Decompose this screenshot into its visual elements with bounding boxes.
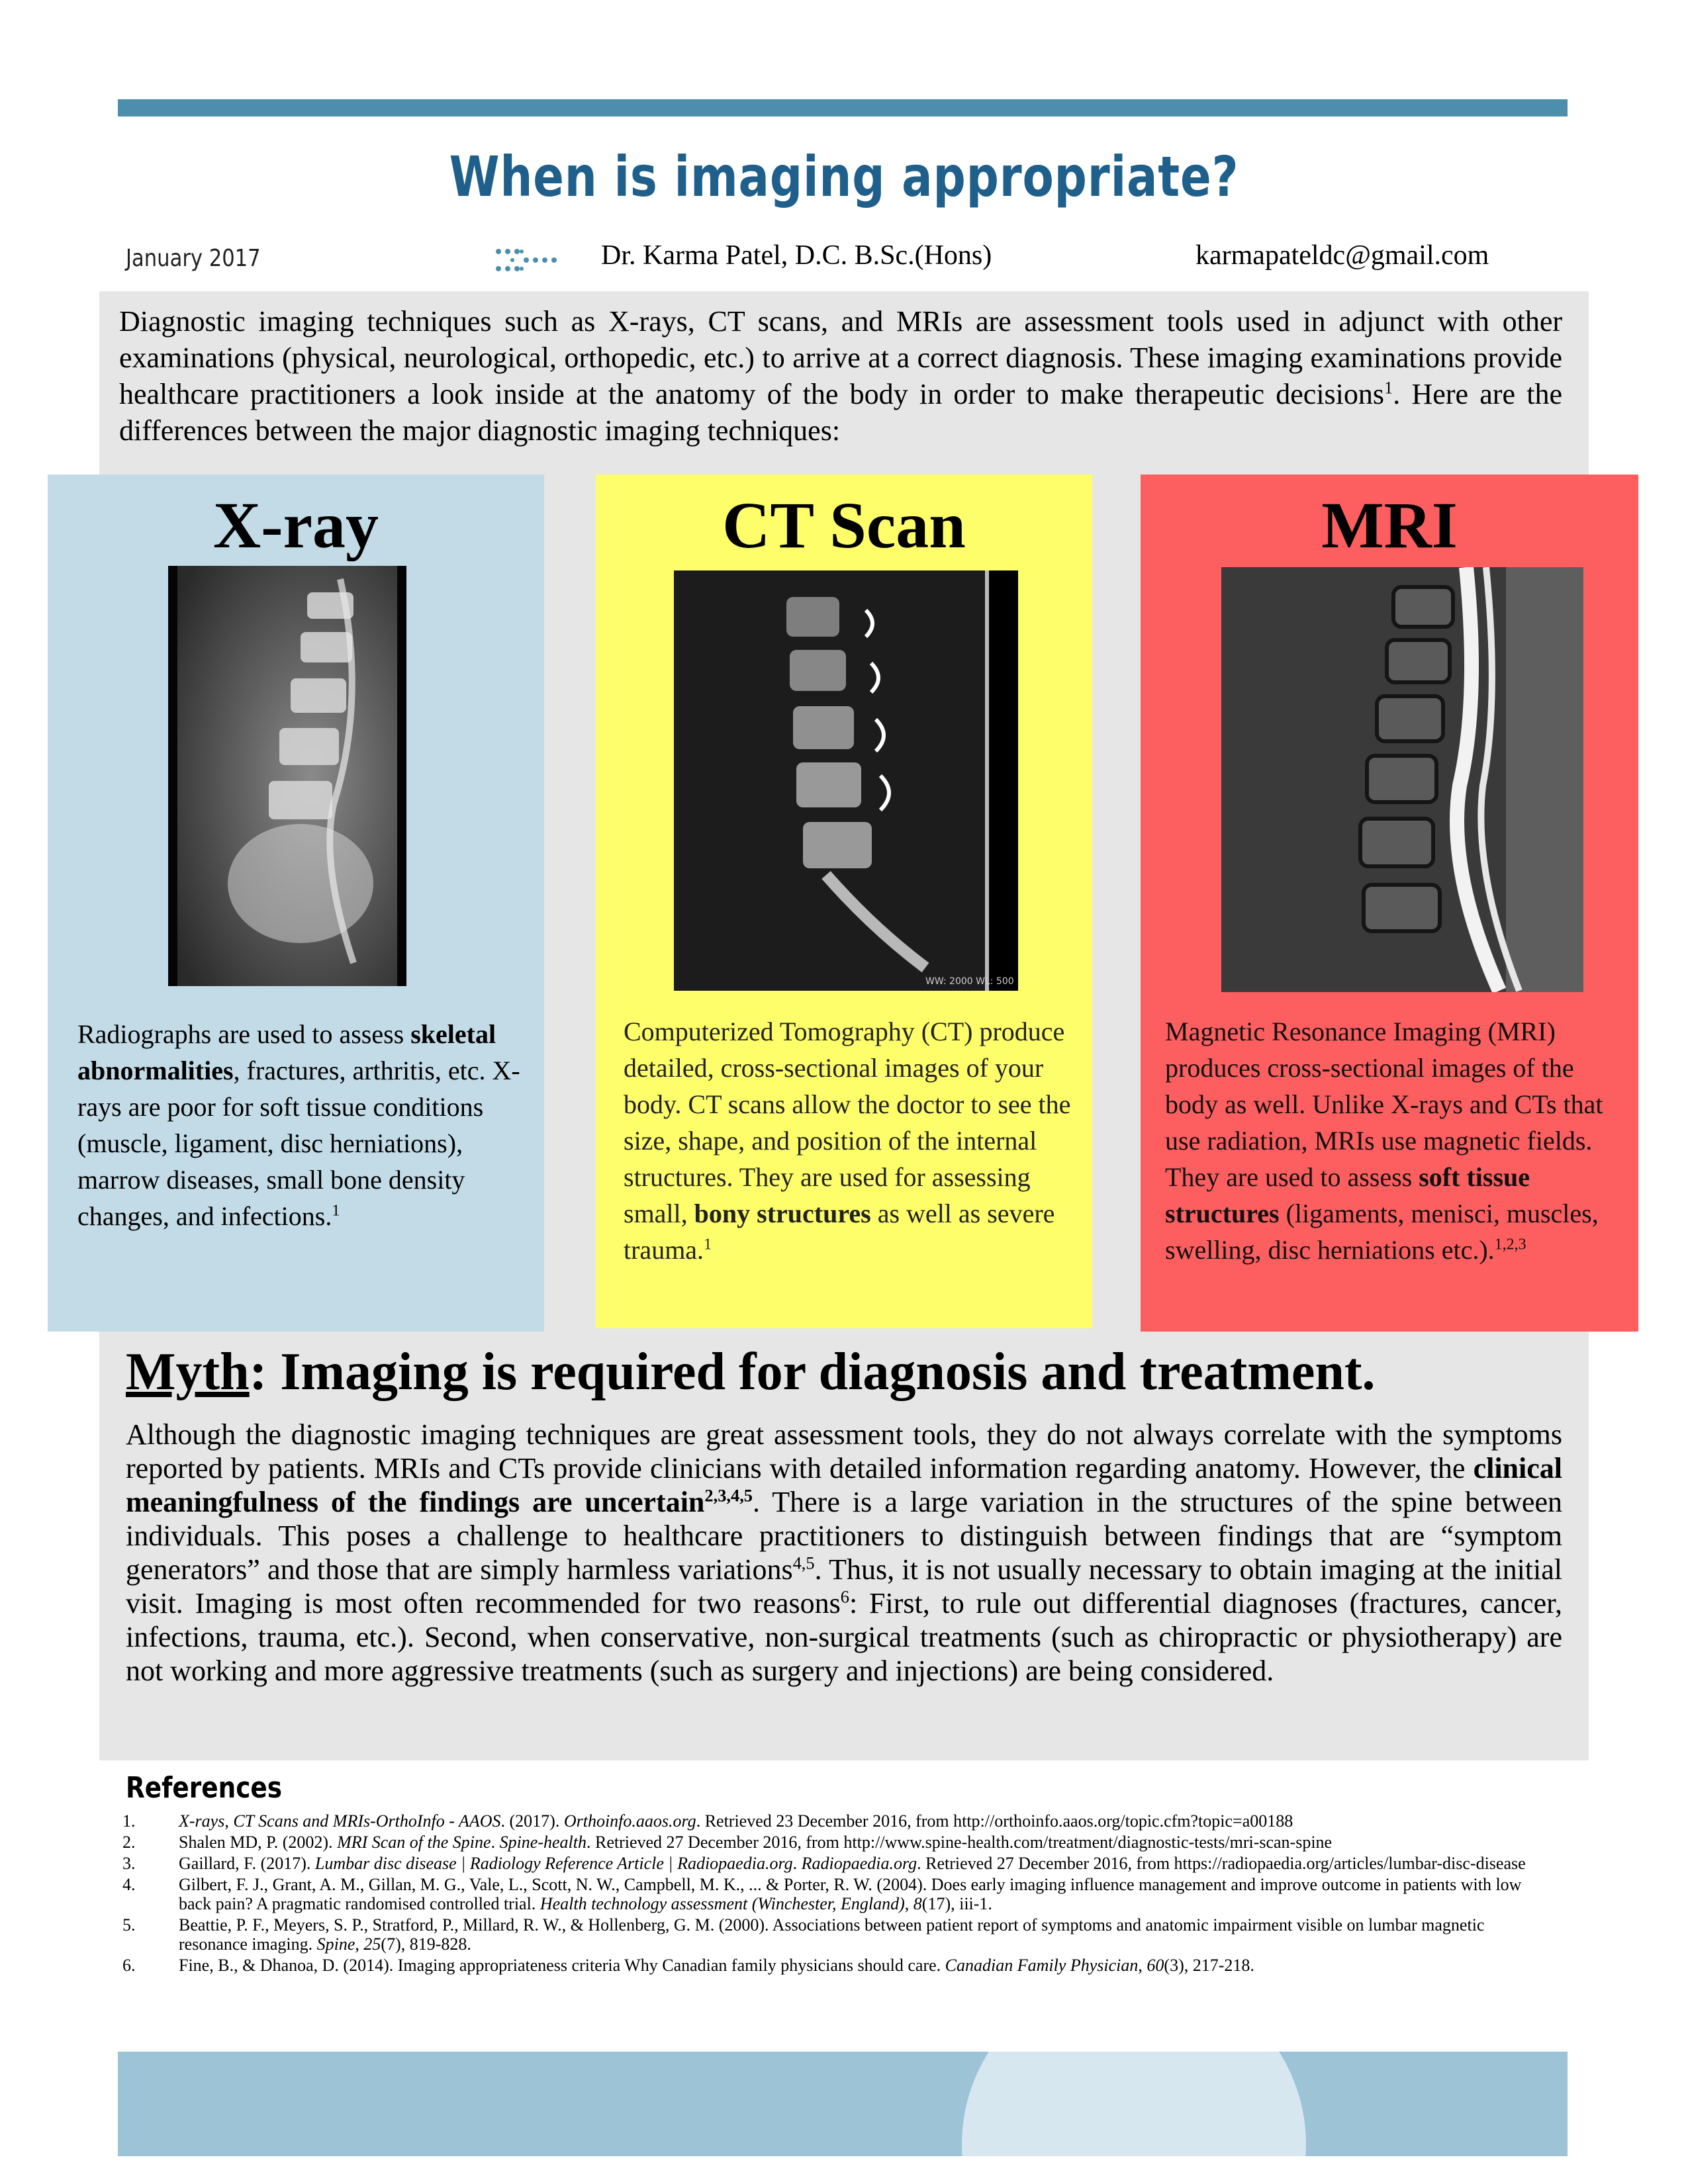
reference-item: 5. Beattie, P. F., Meyers, S. P., Stratford, P., Millard, R. W., & Hollenberg, G. M. (2000). Associations between patient report of symptoms and anatomic impairment visible on lumbar magnetic resonance imaging. Spine, 25(7), 819-828. (122, 1915, 1485, 1954)
reference-item: 1. X-rays, CT Scans and MRIs-OrthoInfo - AAOS. (2017). Orthoinfo.aaos.org. Retrieved 23 December 2016, from http://orthoinfo.aaos.org/topic.cfm?topic=a00188 (122, 1811, 1293, 1831)
xray-spine-image (168, 566, 406, 986)
reference-item: 4. Gilbert, F. J., Grant, A. M., Gillan, M. G., Vale, L., Scott, N. W., Campbell, M. K., ... & Porter, R. W. (2004). Does early imaging influence management and improve outcome in patients with low back pain? A pragmatic randomised controlled trial. Health technology assessment (Winchester, England), 8(17), iii-1. (122, 1875, 1522, 1913)
ct-spine-image (674, 570, 1018, 991)
bottom-footer-bar (118, 2052, 1568, 2156)
ct-image-caption: WW: 2000 WL: 500 (925, 976, 1014, 987)
xray-panel-title: X-ray (213, 488, 379, 562)
mri-description: Magnetic Resonance Imaging (MRI) produces cross-sectional images of the body as well. Unlike X-rays and CTs that use radiation, MRIs use magnetic fields. They are used to assess soft tissue structures (ligaments, menisci, muscles, swelling, disc herniations etc.).$^{1,2,3}$ (1165, 1017, 1603, 1265)
xray-description: Radiographs are used to assess skeletal abnormalities, fractures, arthritis, etc. X-rays are poor for soft tissue conditions (muscle, ligament, disc herniations), marrow diseases, small bone density changes, and infections.$^1$ (77, 1019, 520, 1231)
reference-item: 6. Fine, B., & Dhanoa, D. (2014). Imaging appropriateness criteria Why Canadian family physicians should care. Canadian Family Physician, 60(3), 217-218. (122, 1956, 1254, 1975)
mri-spine-image (1221, 567, 1583, 992)
references-heading: References (126, 1771, 283, 1805)
references-list (122, 1811, 1552, 1977)
mri-panel-title: MRI (1321, 488, 1458, 562)
ct-description: Computerized Tomography (CT) produce detailed, cross-sectional images of your body. CT scans allow the doctor to see the size, shape, and position of the internal structures. They are used for assessing small, bony structures as well as severe trauma.$^1$ (624, 1017, 1071, 1265)
mri-panel (1141, 475, 1638, 1332)
author-name: Dr. Karma Patel, D.C. B.Sc.(Hons) (601, 240, 992, 271)
decorative-dots-icon (493, 244, 566, 277)
xray-panel (48, 475, 544, 1332)
issue-date: January 2017 (126, 245, 261, 272)
myth-heading: Myth: Imaging is required for diagnosis and treatment. (126, 1343, 1376, 1401)
footer-decorative-circle (962, 2052, 1306, 2156)
reference-item: 3. Gaillard, F. (2017). Lumbar disc disease | Radiology Reference Article | Radiopaedia.org. Radiopaedia.org. Retrieved 27 December 2016, from https://radiopaedia.org/articles/lumbar-disc-disease (122, 1854, 1526, 1873)
page-title: When is imaging appropriate? (449, 144, 1239, 209)
top-accent-bar (118, 99, 1568, 116)
intro-paragraph: Diagnostic imaging techniques such as X-rays, CT scans, and MRIs are assessment tools used in adjunct with other examinations (physical, neurological, orthopedic, etc.) to arrive at a correct diagnosis. These imaging examinations provide healthcare practitioners a look inside at the anatomy of the body in order to make therapeutic decisions$^1$. Here are the differences between the major diagnostic imaging techniques: (119, 305, 1563, 447)
myth-paragraph: Although the diagnostic imaging techniques are great assessment tools, they do not always correlate with the symptoms reported by patients. MRIs and CTs provide clinicians with detailed information regarding anatomy. However, the clinical meaningfulness of the findings are uncertain$^{2,3,4,5}$. There is a large variation in the structures of the spine between individuals. This poses a challenge to healthcare practitioners to distinguish between findings that are “symptom generators” and those that are simply harmless variations$^{4,5}$. Thus, it is not usually necessary to obtain imaging at the initial visit. Imaging is most often recommended for two reasons$^6$: First, to rule out differential diagnoses (fractures, cancer, infections, trauma, etc.). Second, when conservative, non-surgical treatments (such as chiropractic or physiotherapy) are not working and more aggressive treatments (such as surgery and injections) are being considered. (126, 1418, 1562, 1687)
author-email[interactable]: karmapateldc@gmail.com (1196, 240, 1489, 271)
ct-panel (596, 475, 1092, 1328)
ct-panel-title: CT Scan (722, 488, 966, 562)
reference-item: 2. Shalen MD, P. (2002). MRI Scan of the Spine. Spine-health. Retrieved 27 December 2016, from http://www.spine-health.com/treatment/diagnostic-tests/mri-scan-spine (122, 1833, 1333, 1852)
